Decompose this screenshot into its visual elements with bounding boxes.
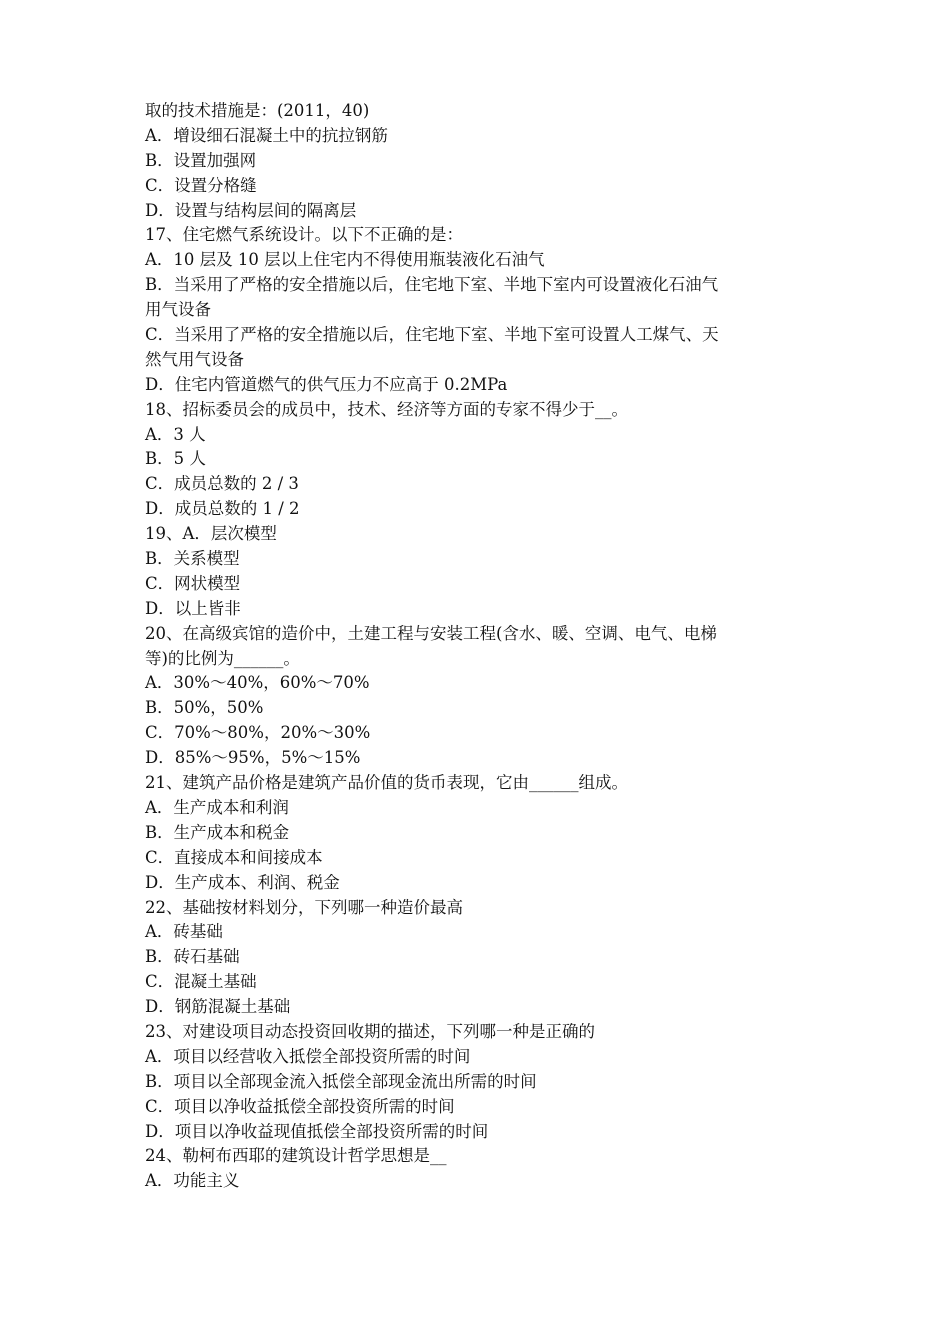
text-line: C．直接成本和间接成本 [145, 847, 323, 867]
text-line: C．当采用了严格的安全措施以后，住宅地下室、半地下室可设置人工煤气、天 [145, 325, 719, 345]
text-line: A．30%～40%，60%～70% [145, 673, 370, 693]
text-line: B．关系模型 [145, 549, 240, 569]
text-line: 取的技术措施是：(2011，40) [145, 101, 370, 120]
text-line: 等)的比例为______。 [145, 648, 300, 668]
text-line: B．当采用了严格的安全措施以后，住宅地下室、半地下室内可设置液化石油气 [145, 275, 719, 295]
text-line: D．生产成本、利润、税金 [145, 872, 340, 892]
text-line: 20、在高级宾馆的造价中，土建工程与安装工程(含水、暖、空调、电气、电梯 [145, 623, 717, 643]
text-line: 24、勒柯布西耶的建筑设计哲学思想是__ [145, 1146, 447, 1166]
text-line: D．项目以净收益现值抵偿全部投资所需的时间 [145, 1121, 489, 1141]
text-line: C．成员总数的 2 / 3 [145, 474, 299, 494]
text-line: D．设置与结构层间的隔离层 [145, 200, 357, 220]
text-line: A．3 人 [145, 424, 206, 444]
text-line: C．设置分格缝 [145, 175, 257, 195]
text-line: 19、A．层次模型 [145, 524, 277, 544]
text-line: A．增设细石混凝土中的抗拉钢筋 [145, 125, 388, 145]
text-line: A．生产成本和利润 [145, 797, 289, 817]
text-line: 18、招标委员会的成员中，技术、经济等方面的专家不得少于__。 [145, 399, 628, 419]
text-line: 23、对建设项目动态投资回收期的描述，下列哪一种是正确的 [145, 1021, 595, 1041]
text-line: A．项目以经营收入抵偿全部投资所需的时间 [145, 1046, 471, 1066]
text-line: B．50%，50% [145, 698, 264, 718]
text-line: D．85%～95%，5%～15% [145, 748, 361, 768]
text-line: B．砖石基础 [145, 947, 240, 967]
text-line: A．功能主义 [145, 1171, 240, 1191]
text-line: A．10 层及 10 层以上住宅内不得使用瓶装液化石油气 [145, 250, 545, 270]
text-line: D．以上皆非 [145, 598, 241, 618]
text-line: 然气用气设备 [145, 349, 244, 369]
text-line: B．5 人 [145, 449, 206, 469]
text-line: 21、建筑产品价格是建筑产品价值的货币表现，它由______组成。 [145, 773, 628, 793]
text-line: 22、基础按材料划分，下列哪一种造价最高 [145, 897, 463, 917]
text-line: C．网状模型 [145, 573, 241, 593]
text-line: B．设置加强网 [145, 150, 257, 170]
text-line: C．混凝土基础 [145, 972, 257, 992]
text-line: A．砖基础 [145, 922, 223, 942]
text-line: D．钢筋混凝土基础 [145, 997, 291, 1017]
text-line: 用气设备 [145, 300, 211, 320]
text-line: C．70%～80%，20%～30% [145, 723, 371, 743]
document-page [145, 99, 825, 1194]
text-line: D．住宅内管道燃气的供气压力不应高于 0.2MPa [145, 374, 508, 394]
text-line: B．项目以全部现金流入抵偿全部现金流出所需的时间 [145, 1071, 537, 1091]
text-line: D．成员总数的 1 / 2 [145, 499, 300, 519]
text-line: 17、住宅燃气系统设计。以下不正确的是： [145, 225, 463, 245]
text-line: C．项目以净收益抵偿全部投资所需的时间 [145, 1096, 455, 1116]
text-line: B．生产成本和税金 [145, 822, 290, 842]
